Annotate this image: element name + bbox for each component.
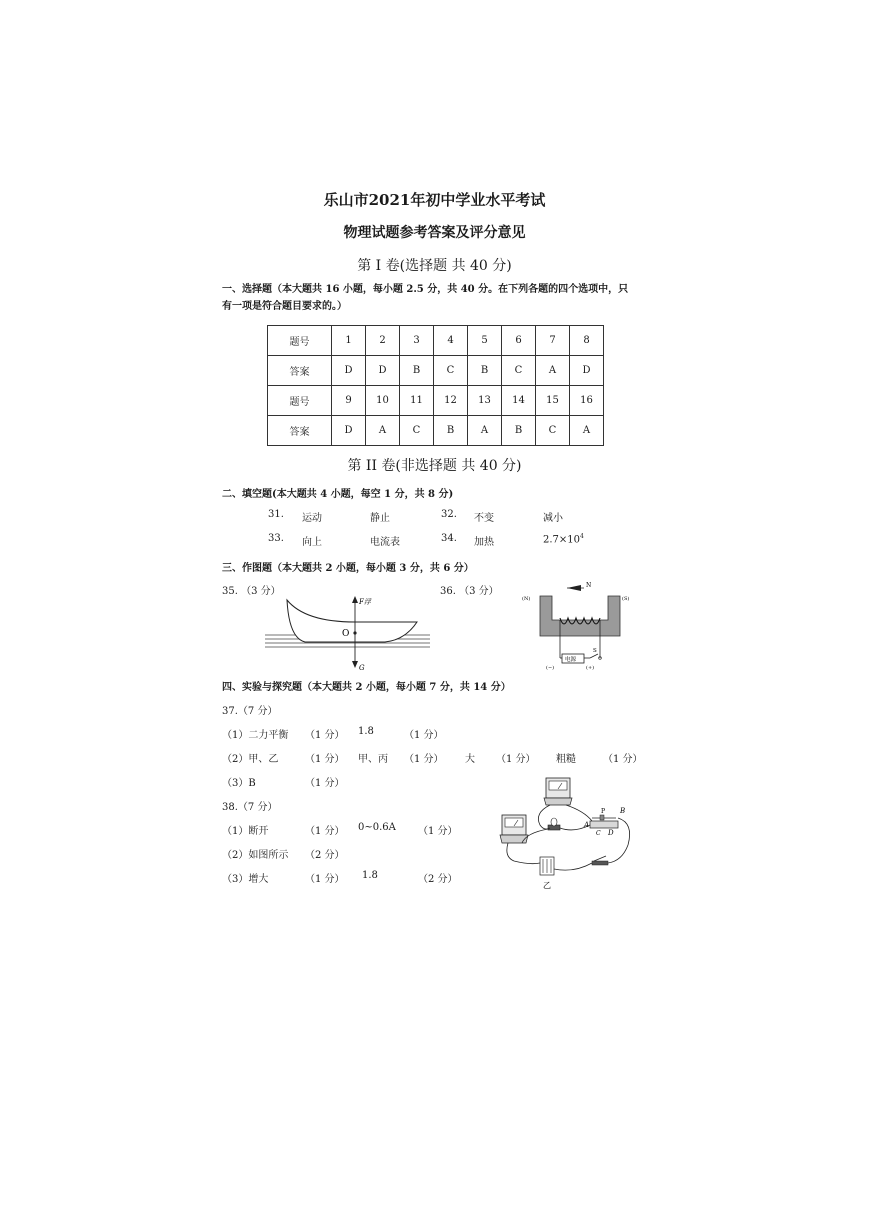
answer-table-cell: 13 [468, 386, 502, 416]
answer-table-cell: 2 [366, 326, 400, 356]
answer-table-cell: 8 [570, 326, 604, 356]
q37-1-answer-2: 1.8 [358, 726, 374, 737]
q38-num: 38.（7 分） [222, 802, 278, 813]
q37-2-score-4: （1 分） [603, 754, 643, 765]
q37-3-score: （1 分） [305, 778, 345, 789]
q37-2-answer: （2）甲、乙 [222, 754, 279, 765]
answer-table-cell: D [570, 356, 604, 386]
answer-table-cell: D [332, 416, 366, 446]
q38-3-answer: （3）增大 [222, 874, 269, 885]
answer-table-cell: B [468, 356, 502, 386]
doc-title: 乐山市2021年初中学业水平考试 [323, 191, 546, 209]
q31-answer-2: 静止 [370, 513, 390, 524]
battery-icon [540, 857, 554, 875]
label-yi: 乙 [543, 881, 551, 890]
answer-table [267, 325, 604, 446]
answer-table-cell: 5 [468, 326, 502, 356]
q37-2-score: （1 分） [305, 754, 345, 765]
terminal-c-label: C [596, 830, 601, 837]
q33-answer-1: 向上 [302, 537, 322, 548]
part2-title: 第 II 卷(非选择题 共 40 分) [347, 458, 522, 474]
power-source-label: 电源 [565, 657, 577, 663]
answer-table-cell: 11 [400, 386, 434, 416]
q35-label: 35. （3 分） [222, 586, 281, 597]
answer-table-row [268, 416, 604, 446]
plus-label: (+) [586, 665, 595, 671]
q33-answer-2: 电流表 [370, 537, 400, 548]
boat-force-figure [265, 592, 435, 674]
answer-table-row [268, 356, 604, 386]
section4-heading: 四、实验与探究题（本大题共 2 小题，每小题 7 分，共 14 分） [222, 682, 511, 693]
answer-table-cell: 3 [400, 326, 434, 356]
answer-table-cell: A [570, 416, 604, 446]
q34-answer-1: 加热 [474, 537, 494, 548]
q37-2-answer-3: 大 [465, 754, 475, 765]
answer-table-cell: 9 [332, 386, 366, 416]
q38-1-answer-2: 0~0.6A [358, 822, 396, 833]
answer-table-cell: B [434, 416, 468, 446]
switch-label: S [593, 648, 597, 654]
answer-table-row-header: 题号 [268, 386, 332, 416]
q37-1-score: （1 分） [305, 730, 345, 741]
q38-1-answer: （1）断开 [222, 826, 269, 837]
section2-heading: 二、填空题(本大题共 4 小题，每空 1 分，共 8 分) [222, 489, 454, 500]
q37-2-answer-2: 甲、丙 [358, 754, 388, 765]
pole-right-label: (S) [622, 596, 630, 602]
q34-answer-2 [543, 533, 584, 545]
answer-table-cell: D [366, 356, 400, 386]
q38-2-score: （2 分） [305, 850, 345, 861]
q31-answer-1: 运动 [302, 513, 322, 524]
answer-table-cell: 7 [536, 326, 570, 356]
q38-3-score: （1 分） [305, 874, 345, 885]
switch-icon [592, 856, 608, 865]
pole-left-label: (N) [522, 596, 531, 602]
q37-2-score-3: （1 分） [496, 754, 536, 765]
q32-num: 32. [441, 509, 457, 520]
compass-n-label: N [586, 582, 592, 589]
answer-table-cell: 4 [434, 326, 468, 356]
gravity-label: G [359, 664, 365, 672]
slider-p-label: P [601, 808, 606, 815]
part1-title: 第 I 卷(选择题 共 40 分) [357, 258, 512, 274]
q34-exponent: 4 [580, 533, 584, 540]
answer-table-cell: A [366, 416, 400, 446]
q38-1-score-2: （1 分） [418, 826, 458, 837]
answer-table-cell: 16 [570, 386, 604, 416]
answer-table-cell: A [468, 416, 502, 446]
q38-1-score: （1 分） [305, 826, 345, 837]
q37-1-answer: （1）二力平衡 [222, 730, 289, 741]
q34-num: 34. [441, 533, 457, 544]
q31-num: 31. [268, 509, 284, 520]
answer-table-cell: D [332, 356, 366, 386]
answer-table-cell: B [502, 416, 536, 446]
q32-answer-1: 不变 [474, 513, 494, 524]
q38-2-answer: （2）如图所示 [222, 850, 289, 861]
q37-num: 37.（7 分） [222, 706, 278, 717]
q37-3-answer: （3）B [222, 778, 256, 789]
center-point-label: O [342, 629, 350, 639]
q38-3-answer-2: 1.8 [362, 870, 378, 881]
minus-label: (−) [546, 665, 555, 671]
answer-table-row-header: 题号 [268, 326, 332, 356]
q37-2-score-2: （1 分） [404, 754, 444, 765]
rheostat-icon [590, 815, 618, 828]
answer-table-row [268, 386, 604, 416]
answer-table-row [268, 326, 604, 356]
q33-num: 33. [268, 533, 284, 544]
electromagnet-figure [520, 578, 640, 670]
answer-table-row-header: 答案 [268, 416, 332, 446]
q32-answer-2: 减小 [543, 513, 563, 524]
q37-2-answer-4: 粗糙 [556, 754, 576, 765]
section1-heading-line2: 有一项是符合题目要求的。） [222, 301, 347, 312]
q38-3-score-2: （2 分） [418, 874, 458, 885]
answer-table-cell: C [502, 356, 536, 386]
q36-label: 36. （3 分） [440, 586, 499, 597]
terminal-a-label: A [584, 821, 590, 829]
answer-table-cell: 1 [332, 326, 366, 356]
circuit-figure [494, 773, 644, 893]
answer-table-cell: B [400, 356, 434, 386]
answer-table-cell: 10 [366, 386, 400, 416]
q34-base: 2.7×10 [543, 534, 581, 546]
terminal-d-label: D [608, 829, 614, 837]
q37-1-score-2: （1 分） [404, 730, 444, 741]
section1-heading-line1: 一、选择题（本大题共 16 小题，每小题 2.5 分，共 40 分。在下列各题的四个选项中，只 [222, 284, 629, 295]
terminal-b-label: B [620, 807, 626, 815]
answer-table-row-header: 答案 [268, 356, 332, 386]
voltmeter-icon [544, 778, 572, 805]
answer-table-cell: A [536, 356, 570, 386]
answer-table-cell: 12 [434, 386, 468, 416]
answer-table-cell: C [434, 356, 468, 386]
doc-subtitle: 物理试题参考答案及评分意见 [343, 225, 526, 241]
buoyancy-label: F浮 [359, 598, 371, 606]
answer-table-cell: 6 [502, 326, 536, 356]
answer-table-cell: C [536, 416, 570, 446]
answer-table-cell: 15 [536, 386, 570, 416]
answer-table-cell: 14 [502, 386, 536, 416]
section3-heading: 三、作图题（本大题共 2 小题，每小题 3 分，共 6 分） [222, 563, 474, 574]
answer-table-cell: C [400, 416, 434, 446]
ammeter-icon [500, 815, 528, 843]
